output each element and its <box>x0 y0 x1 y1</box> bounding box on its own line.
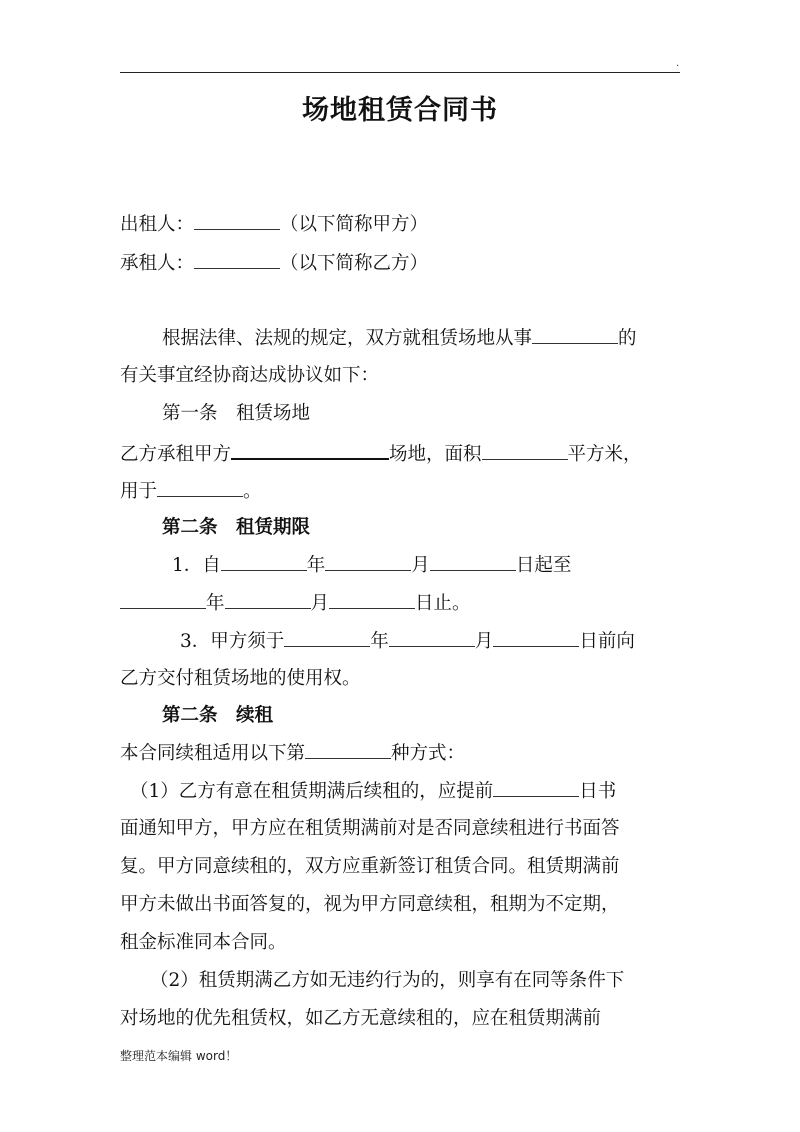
venue-blank <box>231 440 389 460</box>
use-label: 用于 <box>120 481 158 502</box>
delivery-day-blank <box>493 628 579 647</box>
area-blank <box>482 441 568 460</box>
option1-line-4: 甲方未做出书面答复的，视为甲方同意续租，租期为不定期， <box>120 894 620 915</box>
lessor-note: （以下简称甲方） <box>280 214 429 235</box>
article1-text-a: 乙方承租甲方 <box>120 444 232 465</box>
option1-line-5: 租金标准同本合同。 <box>120 932 287 953</box>
article1-text-c: 平方米， <box>567 444 642 465</box>
from-year-blank <box>221 552 307 571</box>
from-month-blank <box>325 552 411 571</box>
delivery-line-2: 乙方交付租赁场地的使用权。 <box>120 668 361 689</box>
article1-line-2 <box>120 478 262 505</box>
from-month-label: 月 <box>411 555 430 576</box>
option1-line-1 <box>130 778 616 805</box>
option2-line-2: 对场地的优先租赁权，如乙方无意续租的，应在租赁期满前 <box>120 1008 602 1029</box>
option1-text-a: （1）乙方有意在租赁期满后续租的，应提前 <box>130 781 494 802</box>
header-rule <box>120 72 680 73</box>
delivery-month-blank <box>389 628 475 647</box>
article1-text-b: 场地，面积 <box>389 444 482 465</box>
footer-note: 整理范本编辑 word！ <box>120 1049 238 1063</box>
intro-text-b: 的 <box>618 328 637 349</box>
term-line-1 <box>172 552 571 579</box>
document-title: 场地租赁合同书 <box>302 95 498 126</box>
delivery-month-label: 月 <box>474 631 494 652</box>
delivery-line-1 <box>180 628 635 655</box>
option2-line-1: （2）租赁期满乙方如无违约行为的，则享有在同等条件下 <box>150 970 625 991</box>
lessee-line <box>120 250 428 277</box>
to-year-blank <box>120 590 206 609</box>
header-dot: . <box>676 58 680 69</box>
intro-blank <box>532 325 618 344</box>
lessor-label: 出租人： <box>120 214 195 235</box>
renewal-intro-b: 种方式： <box>391 743 466 764</box>
to-month-label: 月 <box>310 593 330 614</box>
to-day-label: 日止。 <box>415 593 471 614</box>
renewal-intro-a: 本合同续租适用以下第 <box>120 743 306 764</box>
article1-line-1 <box>120 440 642 468</box>
lessor-line <box>120 211 428 238</box>
delivery-label: 3．甲方须于 <box>180 631 285 652</box>
delivery-year-blank <box>284 628 370 647</box>
to-year-label: 年 <box>206 593 225 614</box>
intro-line-2: 有关事宜经协商达成协议如下： <box>120 365 380 386</box>
option1-line-3: 复。甲方同意续租的，双方应重新签订租赁合同。租赁期满前 <box>120 856 620 877</box>
lessee-note: （以下简称乙方） <box>280 253 429 274</box>
lessee-blank <box>194 250 280 269</box>
lessor-blank <box>194 211 280 230</box>
article1-heading: 第一条 租赁场地 <box>162 403 311 424</box>
use-blank <box>157 478 243 497</box>
to-month-blank <box>225 590 311 609</box>
renewal-intro <box>120 740 465 767</box>
from-day-label: 日起至 <box>515 555 572 576</box>
term-line-2 <box>120 590 471 617</box>
delivery-day-label: 日前向 <box>579 631 635 652</box>
article3-heading: 第二条 续租 <box>162 705 274 726</box>
delivery-year-label: 年 <box>370 631 389 652</box>
lessee-label: 承租人： <box>120 253 195 274</box>
notice-days-blank <box>493 778 579 797</box>
renewal-method-blank <box>305 740 391 759</box>
to-day-blank <box>329 590 415 609</box>
option1-line-2: 面通知甲方，甲方应在租赁期满前对是否同意续租进行书面答 <box>120 818 620 839</box>
article2-heading: 第二条 租赁期限 <box>162 517 311 538</box>
option1-text-b: 日书 <box>579 781 617 802</box>
term-from-label: 1．自 <box>172 555 221 576</box>
intro-line-1 <box>162 325 637 352</box>
from-year-label: 年 <box>306 555 326 576</box>
intro-text-a: 根据法律、法规的规定，双方就租赁场地从事 <box>162 328 533 349</box>
from-day-blank <box>430 552 516 571</box>
use-end: 。 <box>243 481 262 502</box>
